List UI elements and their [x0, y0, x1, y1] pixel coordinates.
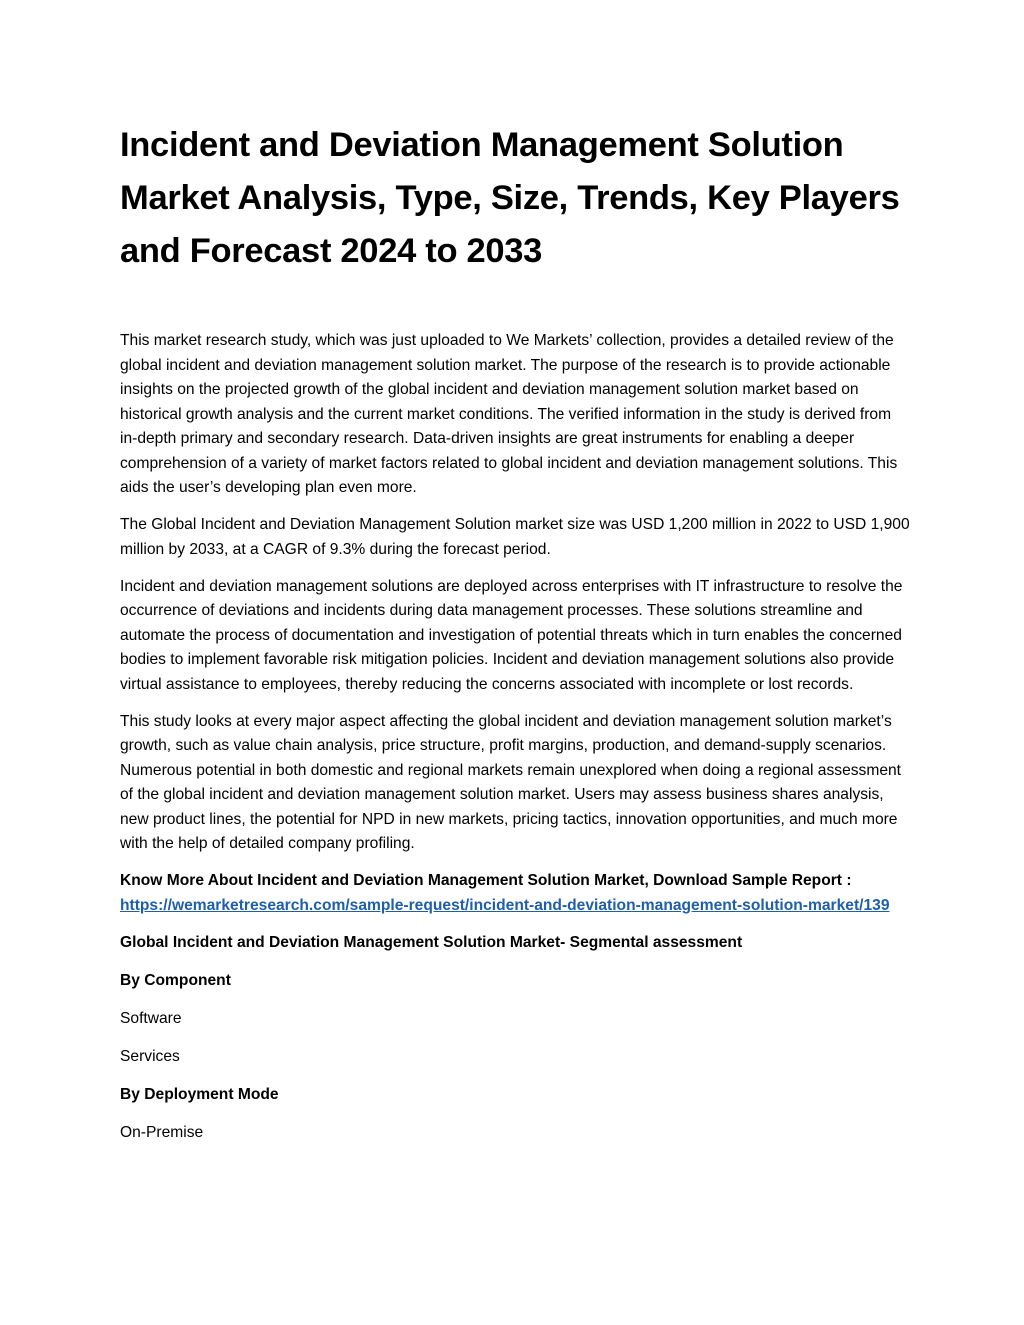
- segmental-heading: Global Incident and Deviation Management Solution Market- Segmental assessment: [120, 933, 743, 951]
- document-body: [120, 329, 910, 1159]
- document-title: Incident and Deviation Management Solution Market Analysis, Type, Size, Trends, Key Players and Forecast 2024 to 2033: [120, 126, 900, 270]
- component-heading: By Component: [120, 971, 231, 989]
- solution-description-paragraph: Incident and deviation management solutions are deployed across enterprises with IT infrastructure to resolve the occurrence of deviations and incidents during data management processes. These solutions streamline and automate the process of documentation and investigation of potential threats which in turn enables the concerned bodies to implement favorable risk mitigation policies. Incident and deviation management solutions also provide virtual assistance to employees, thereby reducing the concerns associated with incomplete or lost records.: [120, 577, 903, 693]
- sample-report-cta: [120, 869, 910, 918]
- deployment-item-on-premise: On-Premise: [120, 1123, 204, 1141]
- market-size-paragraph: The Global Incident and Deviation Management Solution market size was USD 1,200 million in 2022 to USD 1,900 million by 2033, at a CAGR of 9.3% during the forecast period.: [120, 516, 910, 558]
- deployment-heading: By Deployment Mode: [120, 1085, 279, 1103]
- study-scope-paragraph: This study looks at every major aspect affecting the global incident and deviation management solution market’s growth, such as value chain analysis, price structure, profit margins, production, and demand-supply scenarios. Numerous potential in both domestic and regional markets remain unexplored when doing a regional assessment of the global incident and deviation management solution market. Users may assess business shares analysis, new product lines, the potential for NPD in new markets, pricing tactics, innovation opportunities, and much more with the help of detailed company profiling.: [120, 712, 901, 852]
- cta-text: Know More About Incident and Deviation Management Solution Market, Download Sample Report: [120, 872, 842, 889]
- intro-paragraph: This market research study, which was just uploaded to We Markets’ collection, provides a detailed review of the global incident and deviation management solution market. The purpose of the research is to provide actionable insights on the projected growth of the global incident and deviation management solution market based on historical growth analysis and the current market conditions. The verified information in the study is derived from in-depth primary and secondary research. Data-driven insights are great instruments for enabling a deeper comprehension of a variety of market factors related to global incident and deviation management solutions. This aids the user’s developing plan even more.: [120, 332, 898, 496]
- cta-separator: :: [846, 872, 852, 889]
- component-item-services: Services: [120, 1047, 180, 1065]
- sample-report-link[interactable]: https://wemarketresearch.com/sample-request/incident-and-deviation-management-solution-market/139: [120, 896, 890, 914]
- component-item-software: Software: [120, 1009, 182, 1027]
